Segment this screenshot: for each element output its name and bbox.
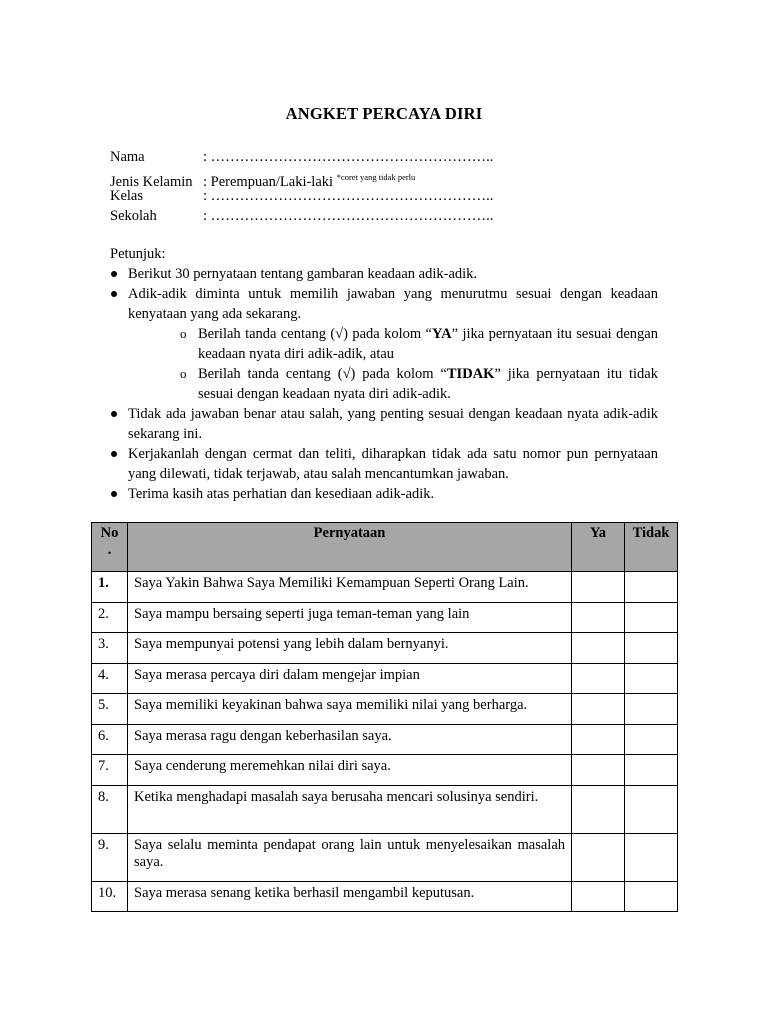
sub-list-item — [180, 324, 658, 364]
header-yes — [572, 523, 625, 572]
no-answer-cell[interactable] — [625, 833, 678, 881]
row-statement: Saya mampu bersaing seperti juga teman-teman yang lain — [128, 602, 572, 633]
instruction-text: Berilah tanda centang (√) pada kolom “ — [198, 326, 432, 342]
instruction-text: Adik-adik diminta untuk memilih jawaban yang menurutmu sesuai dengan keadaan kenyataan yang ada sekarang. — [128, 286, 658, 322]
bullet-icon — [111, 451, 117, 457]
yes-answer-cell[interactable] — [572, 881, 625, 912]
row-number: 10. — [92, 881, 128, 912]
no-answer-cell[interactable] — [625, 785, 678, 833]
instruction-text: Berilah tanda centang (√) pada kolom “ — [198, 366, 447, 382]
bullet-icon — [111, 291, 117, 297]
identity-value: : ………………………………………………….. — [203, 207, 494, 224]
row-number: 8. — [92, 785, 128, 833]
list-item — [110, 404, 658, 444]
instruction-emphasis: TIDAK — [446, 366, 495, 382]
row-number: 1. — [92, 572, 128, 603]
row-number: 9. — [92, 833, 128, 881]
list-item — [110, 264, 658, 284]
row-statement: Saya merasa percaya diri dalam mengejar impian — [128, 663, 572, 694]
list-item — [110, 484, 658, 504]
identity-label: Kelas — [110, 188, 144, 204]
header-statement-label: Pernyataan — [313, 525, 386, 541]
no-answer-cell[interactable] — [625, 694, 678, 725]
circle-bullet-icon: o — [180, 326, 187, 341]
header-yes-label: Ya — [589, 525, 607, 541]
no-answer-cell[interactable] — [625, 633, 678, 664]
header-no-label: No . — [100, 525, 119, 558]
identity-row-class — [110, 187, 670, 207]
table-row — [92, 833, 678, 881]
table-row — [92, 755, 678, 786]
row-number: 3. — [92, 633, 128, 664]
identity-value: : ………………………………………………….. — [203, 149, 494, 165]
table-row — [92, 724, 678, 755]
bullet-icon — [111, 271, 117, 277]
header-tidak — [625, 523, 678, 572]
no-answer-cell[interactable] — [625, 724, 678, 755]
table-row — [92, 881, 678, 912]
instructions-list — [110, 264, 658, 504]
identity-value: : Perempuan/Laki-laki — [203, 173, 337, 190]
yes-answer-cell[interactable] — [572, 694, 625, 725]
yes-answer-cell[interactable] — [572, 785, 625, 833]
list-item — [110, 284, 658, 404]
sub-list — [128, 324, 658, 404]
table-row — [92, 694, 678, 725]
table-row — [92, 572, 678, 603]
row-number: 4. — [92, 663, 128, 694]
no-answer-cell[interactable] — [625, 755, 678, 786]
circle-bullet-icon: o — [180, 366, 187, 381]
yes-answer-cell[interactable] — [572, 663, 625, 694]
instruction-text: Berikut 30 pernyataan tentang gambaran keadaan adik-adik. — [128, 266, 478, 282]
instructions-heading: Petunjuk: — [110, 246, 166, 262]
instruction-text: Terima kasih atas perhatian dan kesediaan adik-adik. — [128, 486, 435, 502]
row-number: 5. — [92, 694, 128, 725]
row-statement: Ketika menghadapi masalah saya berusaha mencari solusinya sendiri. — [128, 785, 572, 833]
instruction-emphasis: YA — [432, 326, 452, 342]
row-statement: Saya merasa senang ketika berhasil mengambil keputusan. — [128, 881, 572, 912]
table-row — [92, 602, 678, 633]
header-no — [92, 523, 128, 572]
yes-answer-cell[interactable] — [572, 572, 625, 603]
bullet-icon — [111, 491, 117, 497]
row-statement: Saya mempunyai potensi yang lebih dalam bernyanyi. — [128, 633, 572, 664]
row-number: 6. — [92, 724, 128, 755]
instruction-text: Kerjakanlah dengan cermat dan teliti, diharapkan tidak ada satu nomor pun pernyataan yang dilewati, tidak terjawab, atau salah mencantumkan jawaban. — [128, 446, 658, 482]
yes-answer-cell[interactable] — [572, 755, 625, 786]
yes-answer-cell[interactable] — [572, 633, 625, 664]
table-row — [92, 633, 678, 664]
header-tidak-label: Tidak — [632, 525, 670, 541]
row-statement: Saya selalu meminta pendapat orang lain untuk menyelesaikan masalah saya. — [128, 833, 572, 881]
identity-value: : ………………………………………………….. — [203, 188, 494, 204]
instruction-text: ” jika pernyataan itu tidak sesuai dengan keadaan nyata diri adik-adik. — [198, 366, 658, 402]
identity-label: Jenis Kelamin — [110, 173, 193, 190]
list-item — [110, 444, 658, 484]
instructions — [110, 244, 658, 504]
row-statement: Saya memiliki keyakinan bahwa saya memiliki nilai yang berharga. — [128, 694, 572, 725]
yes-answer-cell[interactable] — [572, 602, 625, 633]
no-answer-cell[interactable] — [625, 602, 678, 633]
gender-note: *coret yang tidak perlu — [336, 171, 416, 182]
page-title: ANGKET PERCAYA DIRI — [285, 104, 483, 123]
instruction-text: Tidak ada jawaban benar atau salah, yang penting sesuai dengan keadaan nyata adik-adik sekarang ini. — [128, 406, 658, 442]
identity-row-name — [110, 148, 670, 168]
identity-row-school — [110, 207, 670, 227]
identity-row-gender — [110, 168, 670, 188]
yes-answer-cell[interactable] — [572, 833, 625, 881]
table-row — [92, 663, 678, 694]
row-number: 2. — [92, 602, 128, 633]
identity-label: Nama — [110, 149, 145, 165]
row-statement: Saya cenderung meremehkan nilai diri saya. — [128, 755, 572, 786]
identity-label: Sekolah — [110, 207, 157, 224]
header-statement — [128, 523, 572, 572]
identity-block — [110, 148, 670, 226]
yes-answer-cell[interactable] — [572, 724, 625, 755]
table-row — [92, 785, 678, 833]
no-answer-cell[interactable] — [625, 663, 678, 694]
sub-list-item — [180, 364, 658, 404]
row-statement: Saya Yakin Bahwa Saya Memiliki Kemampuan Seperti Orang Lain. — [128, 572, 572, 603]
row-number: 7. — [92, 755, 128, 786]
row-statement: Saya merasa ragu dengan keberhasilan saya. — [128, 724, 572, 755]
instruction-text: ” jika pernyataan itu sesuai dengan keadaan nyata diri adik-adik, atau — [198, 326, 658, 362]
questionnaire-table — [91, 522, 678, 912]
bullet-icon — [111, 411, 117, 417]
no-answer-cell[interactable] — [625, 881, 678, 912]
table-header-row — [92, 523, 678, 572]
no-answer-cell[interactable] — [625, 572, 678, 603]
